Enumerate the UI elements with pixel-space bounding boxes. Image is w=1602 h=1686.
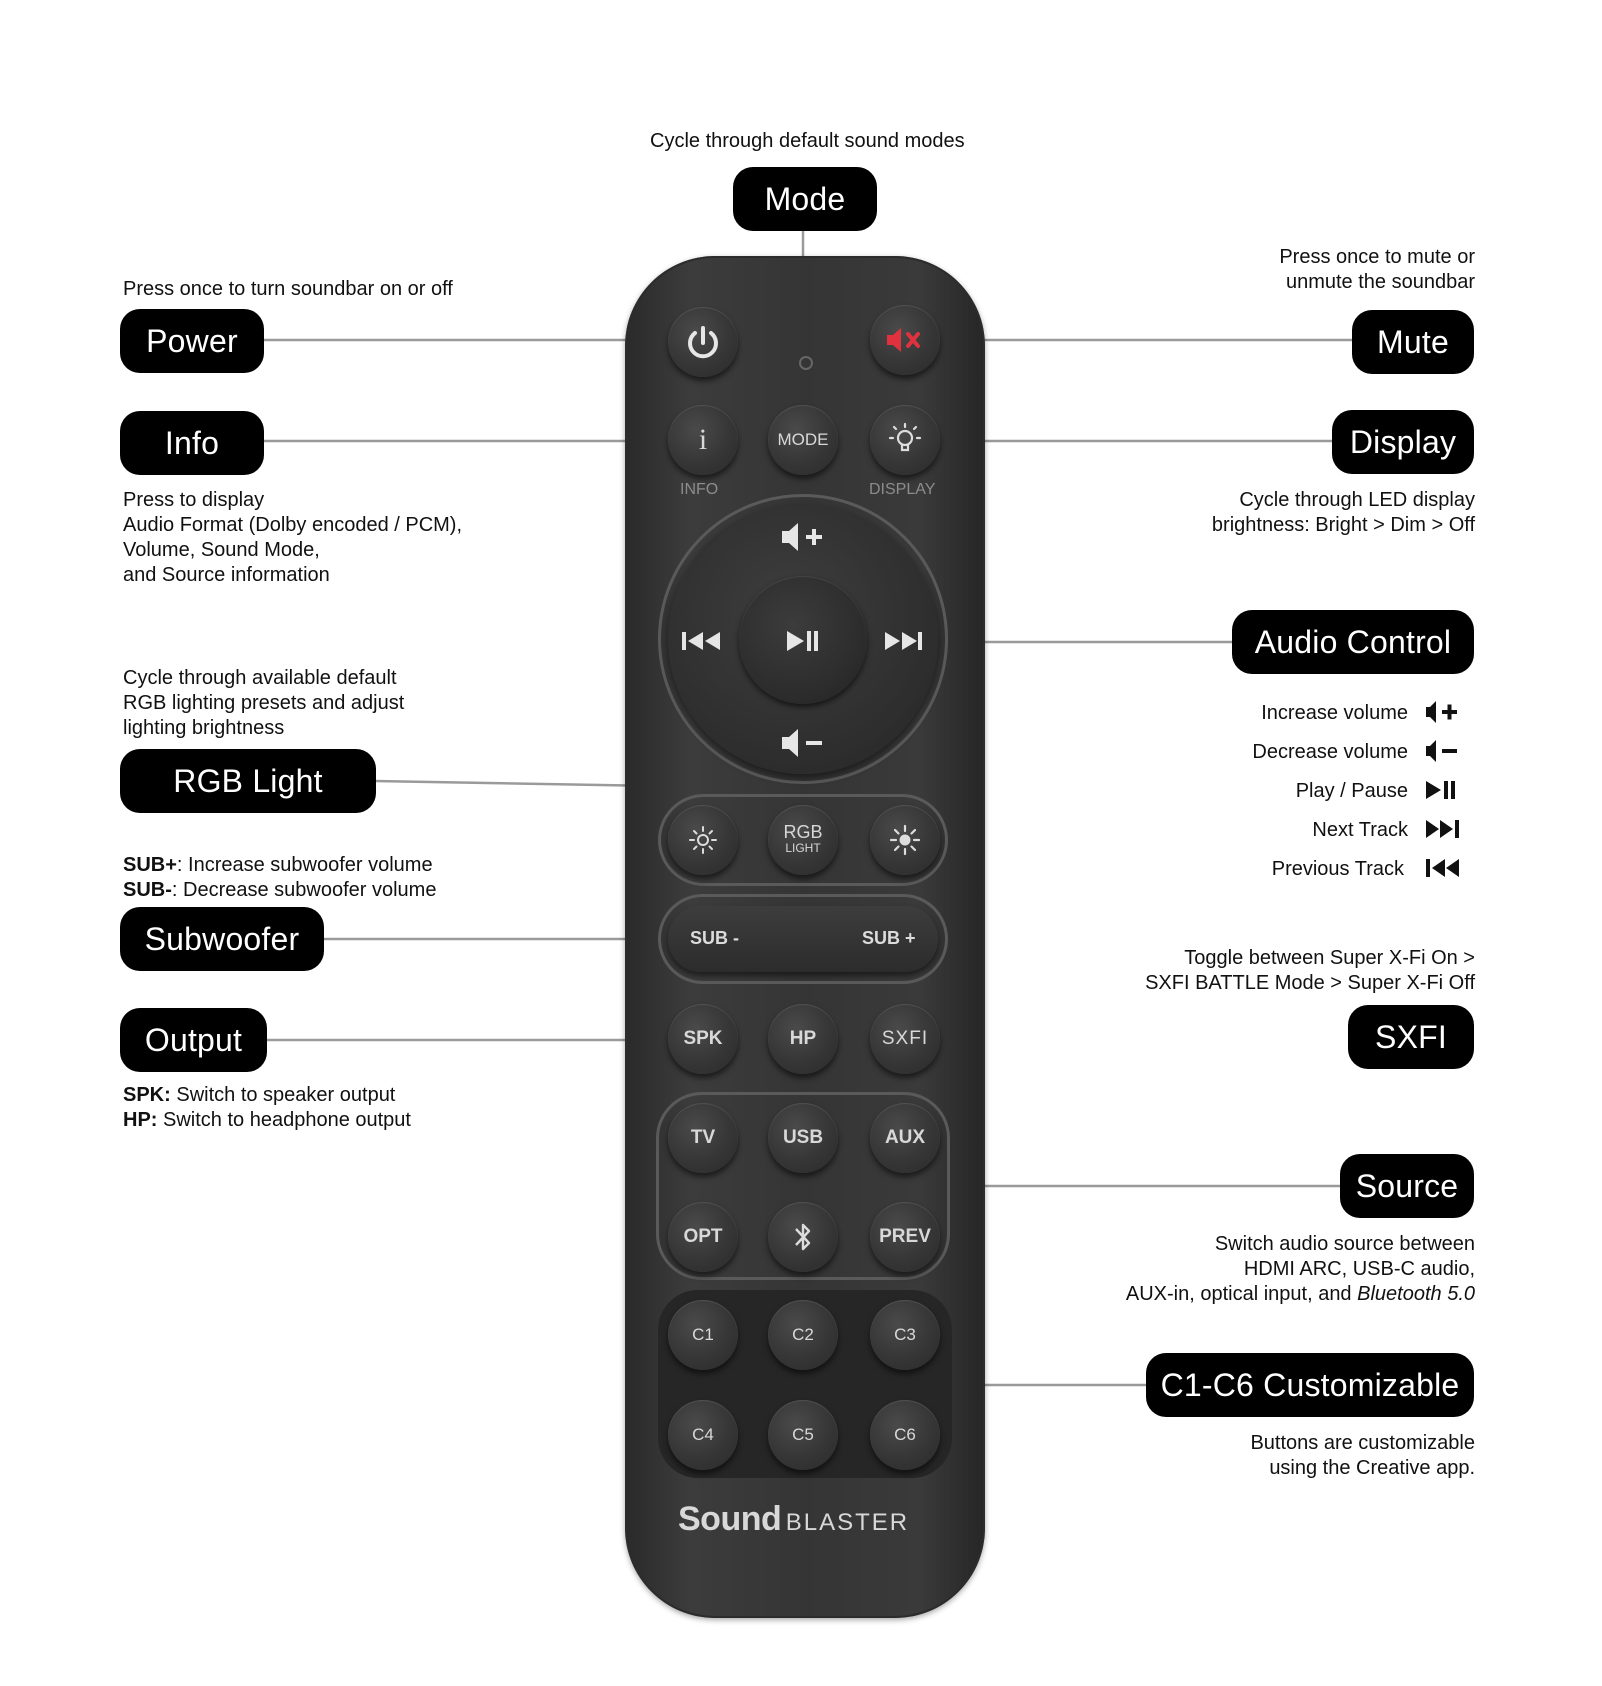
rgb-brightness-up-button[interactable]	[870, 805, 940, 875]
source-desc-text: AUX-in, optical input, and	[1125, 1283, 1358, 1305]
volume-up-icon	[1426, 701, 1457, 723]
display-desc-line: Cycle through LED display	[1239, 489, 1475, 511]
c6-label: C6	[894, 1425, 916, 1444]
c3-button[interactable]	[870, 1300, 940, 1370]
c1-label: C1	[692, 1325, 714, 1344]
info-icon: i	[698, 423, 708, 456]
sxfi-label: SXFI	[1348, 1005, 1474, 1069]
led-indicator	[799, 356, 813, 370]
rgb-light-button[interactable]	[768, 805, 838, 875]
brand-logo-bold: Sound	[678, 1500, 782, 1538]
c3-label: C3	[894, 1325, 916, 1344]
display-button[interactable]	[870, 405, 940, 475]
usb-button[interactable]	[768, 1103, 838, 1173]
mode-button-label: MODE	[777, 430, 829, 449]
rgb-button-label-bottom: LIGHT	[785, 841, 821, 855]
info-desc-line: Volume, Sound Mode,	[123, 539, 320, 561]
mute-desc-line: Press once to mute or	[1279, 246, 1475, 268]
spk-label: SPK	[683, 1028, 723, 1049]
volume-down-icon	[1426, 740, 1457, 762]
source-desc-line	[1126, 1282, 1475, 1307]
play-pause-icon	[1426, 781, 1455, 799]
rgb-desc-line: RGB lighting presets and adjust	[123, 692, 405, 714]
prev-label: PREV	[879, 1226, 931, 1247]
audio-legend-icons	[1424, 697, 1484, 897]
legend-increase-volume: Increase volume	[1261, 702, 1408, 724]
rgb-desc-line: Cycle through available default	[123, 667, 397, 689]
display-description	[1212, 488, 1475, 538]
source-desc-italic: Bluetooth 5.0	[1357, 1283, 1475, 1305]
power-label: Power	[120, 309, 264, 373]
info-desc-line: Audio Format (Dolby encoded / PCM),	[123, 514, 463, 536]
opt-button[interactable]	[668, 1202, 738, 1272]
source-desc-line: HDMI ARC, USB-C audio,	[1243, 1258, 1475, 1280]
legend-next-track: Next Track	[1312, 819, 1408, 841]
bulb-icon	[885, 420, 925, 460]
info-desc-line: and Source information	[123, 564, 330, 586]
c2-button[interactable]	[768, 1300, 838, 1370]
display-caption: DISPLAY	[869, 481, 936, 498]
tv-button[interactable]	[668, 1103, 738, 1173]
legend-play-pause: Play / Pause	[1295, 780, 1408, 802]
sub-minus-button[interactable]: SUB -	[690, 928, 739, 948]
c5-label: C5	[792, 1425, 814, 1444]
custom-desc-line: using the Creative app.	[1269, 1457, 1475, 1479]
subwoofer-desc-key: SUB-	[123, 879, 172, 901]
subwoofer-description	[123, 853, 436, 903]
output-desc-text: Switch to speaker output	[170, 1084, 396, 1106]
custom-label: C1-C6 Customizable	[1146, 1353, 1474, 1417]
power-icon	[683, 322, 723, 362]
sxfi-description	[1145, 946, 1475, 996]
sxfi-label: SXFI	[881, 1028, 929, 1049]
rgb-description	[123, 666, 404, 741]
sxfi-desc-line: Toggle between Super X-Fi On >	[1184, 947, 1475, 969]
subwoofer-desc-text: : Increase subwoofer volume	[176, 854, 433, 876]
info-desc-line: Press to display	[123, 489, 265, 511]
opt-label: OPT	[683, 1226, 723, 1247]
custom-desc-line: Buttons are customizable	[1250, 1432, 1475, 1454]
subwoofer-desc-key: SUB+	[123, 854, 177, 876]
c5-button[interactable]	[768, 1400, 838, 1470]
rgb-light-label: RGB Light	[120, 749, 376, 813]
tv-label: TV	[690, 1127, 716, 1148]
subwoofer-label: Subwoofer	[120, 907, 324, 971]
c1-button[interactable]	[668, 1300, 738, 1370]
brand-logo-light: BLASTER	[785, 1509, 910, 1536]
info-caption: INFO	[680, 481, 719, 498]
aux-label: AUX	[884, 1127, 926, 1148]
mode-label: Mode	[733, 167, 877, 231]
output-description	[123, 1083, 411, 1133]
c4-button[interactable]	[668, 1400, 738, 1470]
subwoofer-desc-line	[123, 878, 436, 903]
mode-button[interactable]	[768, 405, 838, 475]
subwoofer-desc-line	[123, 853, 436, 878]
output-desc-line	[123, 1108, 411, 1133]
custom-description	[1250, 1431, 1475, 1481]
next-track-icon	[1426, 820, 1459, 838]
legend-previous-track: Previous Track	[1271, 858, 1404, 880]
rgb-brightness-down-button[interactable]	[668, 805, 738, 875]
mode-description: Cycle through default sound modes	[650, 130, 965, 152]
c6-button[interactable]	[870, 1400, 940, 1470]
rgb-button-label-top: RGB	[783, 822, 823, 842]
sxfi-button[interactable]	[870, 1004, 940, 1074]
info-button[interactable]	[668, 405, 738, 475]
display-desc-line: brightness: Bright > Dim > Off	[1211, 514, 1475, 536]
output-desc-key: HP:	[123, 1109, 158, 1131]
output-desc-line	[123, 1083, 411, 1108]
mute-button[interactable]	[870, 305, 940, 375]
mute-description	[1279, 245, 1475, 295]
hp-button[interactable]	[768, 1004, 838, 1074]
usb-label: USB	[782, 1127, 824, 1148]
info-label: Info	[120, 411, 264, 475]
brand-logo	[678, 1500, 909, 1539]
source-description	[1126, 1232, 1475, 1307]
rgb-desc-line: lighting brightness	[123, 717, 285, 739]
aux-button[interactable]	[870, 1103, 940, 1173]
bluetooth-button[interactable]	[768, 1202, 838, 1272]
c2-label: C2	[792, 1325, 814, 1344]
audio-control-label: Audio Control	[1232, 610, 1474, 674]
mute-label: Mute	[1352, 310, 1474, 374]
source-label: Source	[1340, 1154, 1474, 1218]
sub-plus-button[interactable]: SUB +	[862, 928, 916, 948]
play-pause-button[interactable]	[739, 576, 867, 704]
display-label: Display	[1332, 410, 1474, 474]
info-description	[123, 488, 462, 588]
prev-button[interactable]	[870, 1202, 940, 1272]
hp-label: HP	[789, 1028, 817, 1049]
source-desc-line: Switch audio source between	[1214, 1233, 1475, 1255]
c4-label: C4	[692, 1425, 714, 1444]
sun-icon	[685, 822, 721, 858]
output-desc-key: SPK:	[123, 1084, 171, 1106]
sun-filled-icon	[887, 822, 923, 858]
output-label: Output	[120, 1008, 267, 1072]
sxfi-desc-line: SXFI BATTLE Mode > Super X-Fi Off	[1145, 972, 1475, 994]
bluetooth-icon	[788, 1219, 818, 1255]
power-description: Press once to turn soundbar on or off	[123, 278, 453, 300]
legend-decrease-volume: Decrease volume	[1252, 741, 1408, 763]
power-button[interactable]	[668, 307, 738, 377]
output-desc-text: Switch to headphone output	[157, 1109, 411, 1131]
mute-desc-line: unmute the soundbar	[1285, 271, 1475, 293]
spk-button[interactable]	[668, 1004, 738, 1074]
previous-track-icon	[1426, 859, 1459, 877]
mute-icon	[884, 325, 926, 355]
subwoofer-desc-text: : Decrease subwoofer volume	[171, 879, 437, 901]
